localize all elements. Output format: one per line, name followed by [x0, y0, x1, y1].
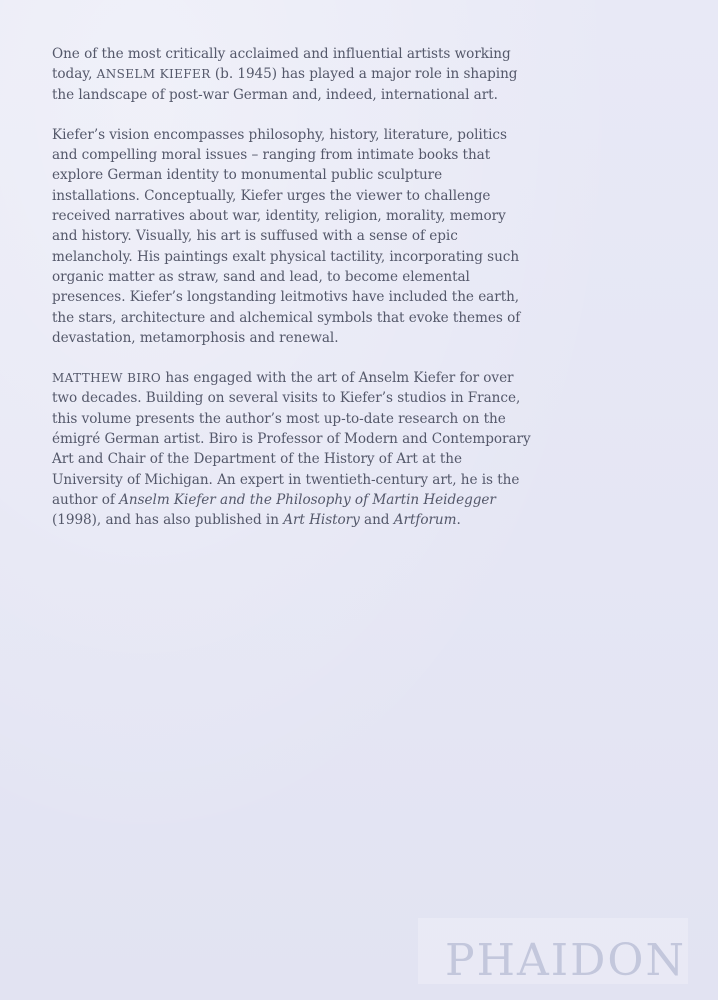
author-bio-end: . — [456, 512, 461, 529]
author-bio-2: (1998), and has also published in — [52, 512, 284, 529]
author-bio-3: and — [359, 512, 394, 529]
intro-paragraph — [52, 44, 532, 105]
intro-line-1: One of the most critically acclaimed and influential artists working — [52, 46, 511, 62]
author-name: MATTHEW BIRO — [52, 371, 162, 386]
intro-suffix: (b. 1945) has played a major role in shaping the landscape of post-war German and, indeed, international art. — [52, 66, 518, 103]
journal-title-1: Art History — [283, 512, 360, 529]
intro-prefix: today, — [52, 66, 97, 83]
blurb-text — [52, 44, 532, 551]
artist-name: ANSELM KIEFER — [96, 67, 211, 82]
author-paragraph — [52, 368, 532, 530]
vision-paragraph: Kiefer’s vision encompasses philosophy, history, literature, politics and compelling moral issues – ranging from intimate books that explore German identity to monumental public sculpture installations. Conceptually, Kiefer urges the viewer to challenge received narratives about war, identity, religion, morality, memory and history. Visually, his art is suffused with a sense of epic melancholy. His paintings exalt physical tactility, incorporating such organic matter as straw, sand and lead, to become elemental presences. Kiefer’s longstanding leitmotivs have included the earth, the stars, architecture and alchemical symbols that evoke themes of devastation, metamorphosis and renewal. — [52, 126, 521, 346]
publisher-logo: PHAIDON — [445, 935, 686, 986]
book-title: Anselm Kiefer and the Philosophy of Martin Heidegger — [119, 491, 496, 508]
author-bio: has engaged with the art of Anselm Kiefer for over two decades. Building on several visits to Kiefer’s studios in France, this volume presents the author’s most up-to-date research on the émigré German artist. Biro is Professor of Modern and Contemporary Art and Chair of the Department of the History of Art at the University of Michigan. An expert in twentieth-century art, he is the author of — [52, 370, 531, 508]
journal-title-2: Artforum — [393, 512, 457, 529]
